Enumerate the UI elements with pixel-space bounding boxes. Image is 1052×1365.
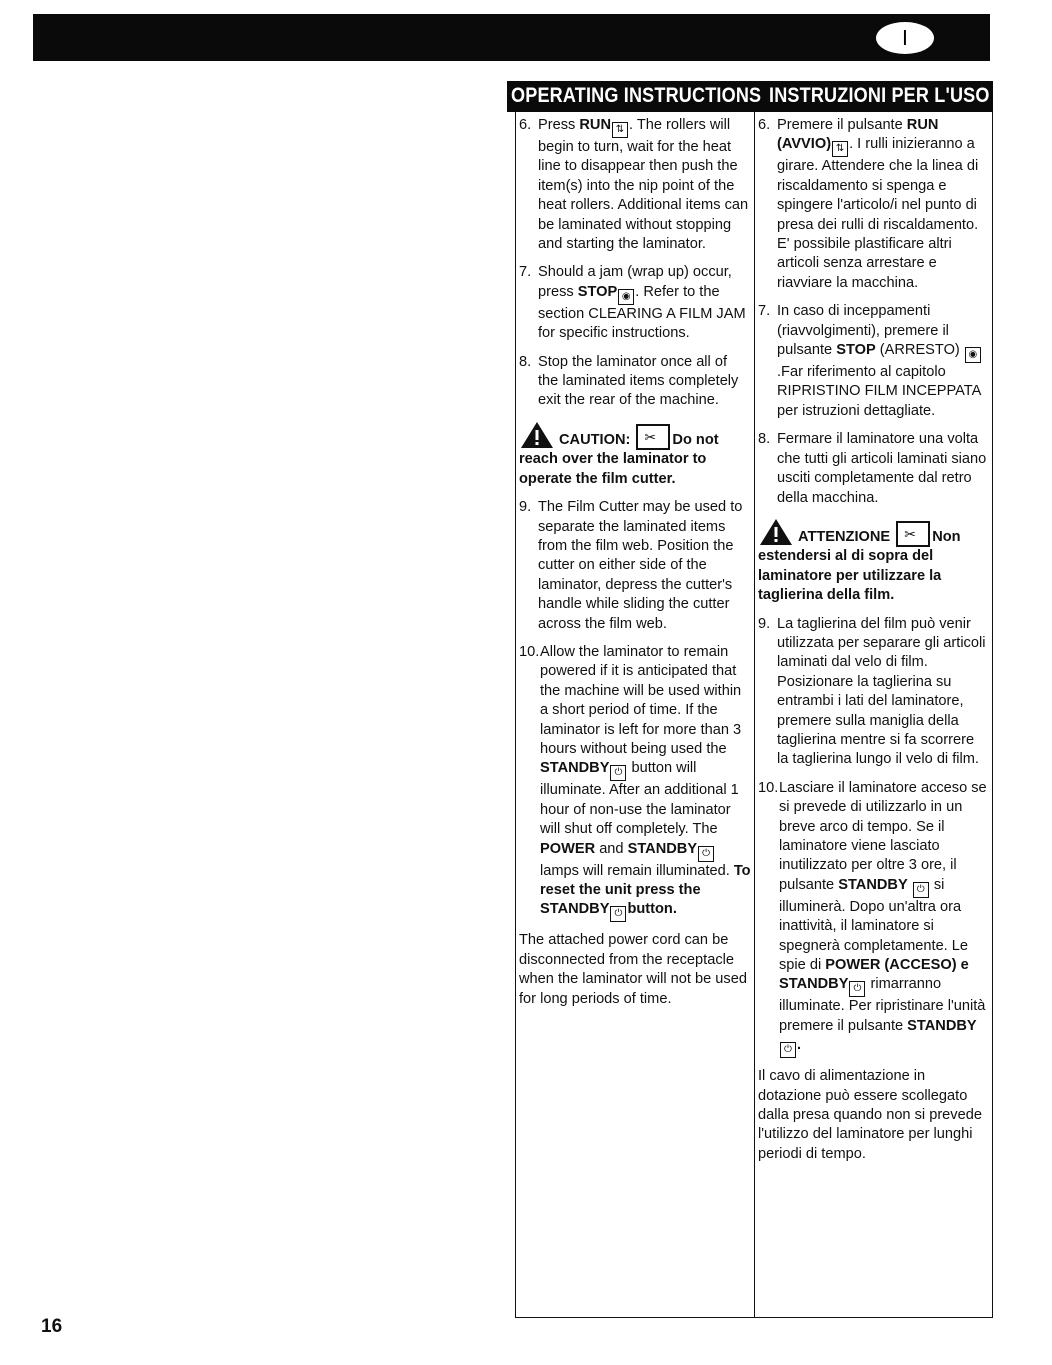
- step-text: . I rulli inizieranno a girare. Attendere che la linea di riscaldamento si spenga e spingere l'articolo/i nel punto di presa dei rulli di riscaldamento. E' possibile plastificare altri articoli senza arrestare e riavviare la macchina.: [777, 136, 979, 291]
- caution-it: [758, 517, 987, 606]
- warning-triangle-icon: [758, 517, 794, 547]
- step-7-en: [519, 263, 751, 343]
- run-key-icon: ⇅: [832, 141, 848, 157]
- step-10-it: [758, 779, 987, 1058]
- step-number: 6.: [758, 117, 771, 133]
- section-header: [507, 81, 993, 112]
- step-text: Premere il pulsante: [777, 117, 907, 133]
- stop-key-icon: ◉: [965, 347, 981, 363]
- power-cord-note-en: The attached power cord can be disconnected from the receptacle when the laminator will not be used for long periods of time.: [519, 932, 747, 1007]
- step-text: Allow the laminator to remain powered if it is anticipated that the machine will be used within a short period of time. If the laminator is left for more than 3 hours without being used the: [540, 643, 742, 757]
- english-column: [519, 116, 751, 1018]
- step-text: si illuminerà. Dopo un'altra ora inattività, il laminatore si spegnerà completamente. Le spie di: [779, 876, 969, 974]
- step-text: Should a jam (wrap up) occur, press: [538, 264, 732, 300]
- standby-label: STANDBY: [907, 1017, 977, 1034]
- step-text: In caso di inceppamenti (riavvolgimenti), premere il pulsante: [777, 303, 949, 359]
- step-number: 8.: [758, 431, 771, 448]
- step-text: La taglierina del film può venir utilizzata per separare gli articoli laminati dal velo di film. Posizionare la taglierina su entrambi i lati del laminatore, premere sulla maniglia della taglierina mentre si fa scorrere la taglierina lungo il velo di film.: [777, 615, 986, 768]
- step-9-en: [519, 498, 751, 634]
- step-text: (ARRESTO): [875, 342, 964, 359]
- standby-power-icon: ⏻: [610, 906, 626, 922]
- standby-power-icon: ⏻: [610, 765, 626, 781]
- caution-en: [519, 420, 751, 489]
- column-divider: [754, 112, 755, 1317]
- standby-label: STANDBY: [627, 840, 698, 857]
- caution-label: CAUTION:: [559, 431, 631, 448]
- step-6-it: [758, 116, 987, 293]
- film-cutter-icon: ✂: [636, 424, 670, 450]
- header-title-en: OPERATING INSTRUCTIONS: [511, 84, 762, 107]
- film-cutter-icon: ✂: [896, 521, 930, 547]
- step-number: 10.: [758, 779, 779, 796]
- run-key-icon: ⇅: [612, 122, 628, 138]
- step-text: The Film Cutter may be used to separate the laminated items from the film web. Position the cutter on either side of the laminator, depress the cutter's handle while sliding the cutter across the film web.: [538, 499, 743, 632]
- step-number: 7.: [758, 303, 771, 320]
- step-text: button will illuminate. After an additional 1 hour of non-use the laminator will shut off completely. The: [540, 760, 739, 838]
- caution-label: ATTENZIONE: [798, 528, 891, 545]
- warning-triangle-icon: [519, 420, 555, 450]
- step-8-it: [758, 430, 987, 508]
- standby-power-icon: ⏻: [913, 882, 929, 898]
- step-text: rimarranno illuminate. Per ripristinare l'unità premere il pulsante: [779, 976, 986, 1034]
- run-label: RUN: [579, 117, 611, 133]
- caution-text: Do not reach over the laminator to operate the film cutter.: [519, 431, 719, 487]
- step-text: lamps will remain illuminated.: [540, 862, 734, 879]
- step-8-en: [519, 353, 751, 411]
- reset-instruction: button.: [627, 901, 677, 918]
- standby-power-icon: ⏻: [849, 981, 865, 997]
- standby-power-icon: ⏻: [780, 1042, 796, 1058]
- step-7-it: [758, 302, 987, 421]
- step-9-it: [758, 615, 987, 770]
- step-text: and: [595, 840, 628, 857]
- step-number: 6.: [519, 117, 532, 133]
- caution-text: Non estendersi al di sopra del laminatore per utilizzare la taglierina della film.: [758, 528, 961, 604]
- standby-label: STANDBY: [838, 876, 908, 893]
- step-text: . The rollers will begin to turn, wait for the heat line to disappear then push the item(s) into the nip point of the heat rollers. Additional items can be laminated without stopping and starting the laminator.: [538, 117, 749, 253]
- power-label: POWER: [540, 840, 596, 857]
- header-title-it: INSTRUZIONI PER L'USO: [769, 84, 990, 107]
- standby-label: STANDBY: [540, 760, 610, 777]
- italian-column: [758, 116, 987, 1173]
- run-label: RUN (AVVIO): [777, 117, 939, 153]
- step-number: 7.: [519, 264, 532, 281]
- step-6-en: [519, 116, 751, 254]
- top-banner: [33, 14, 990, 61]
- step-text: Lasciare il laminatore acceso se si prevede di utilizzarlo in un breve arco di tempo. Se il laminatore viene lasciato inutilizzato per oltre 3 ore, il pulsante: [779, 779, 987, 893]
- step-number: 9.: [758, 615, 771, 632]
- stop-label: STOP: [577, 283, 618, 300]
- step-text: Stop the laminator once all of the laminated items completely exit the rear of the machine.: [538, 353, 739, 409]
- stop-key-icon: ◉: [618, 289, 634, 305]
- reset-instruction: To reset the unit press the STANDBY: [540, 862, 751, 918]
- stop-label: STOP: [836, 342, 876, 359]
- step-text: .Far riferimento al capitolo RIPRISTINO FILM INCEPPATA per istruzioni dettagliate.: [777, 364, 981, 419]
- step-text: . Refer to the section CLEARING A FILM JAM for specific instructions.: [538, 283, 746, 342]
- power-cord-note-it: Il cavo di alimentazione in dotazione può essere scollegato dalla presa quando non si prevede l'utilizzo del laminatore per lunghi periodi di tempo.: [758, 1068, 982, 1162]
- step-number: 9.: [519, 499, 532, 516]
- standby-power-icon: ⏻: [698, 846, 714, 862]
- step-text: Fermare il laminatore una volta che tutti gli articoli laminati siano usciti completamente dal retro della macchina.: [777, 431, 987, 506]
- step-10-en: [519, 643, 751, 922]
- step-number: 8.: [519, 353, 532, 370]
- page-number: 16: [41, 1316, 63, 1337]
- language-badge: I: [876, 22, 934, 54]
- step-text: Press: [538, 117, 580, 133]
- step-text: .: [797, 1037, 802, 1054]
- power-label: POWER (ACCESO) e STANDBY: [779, 957, 969, 993]
- step-number: 10.: [519, 643, 540, 660]
